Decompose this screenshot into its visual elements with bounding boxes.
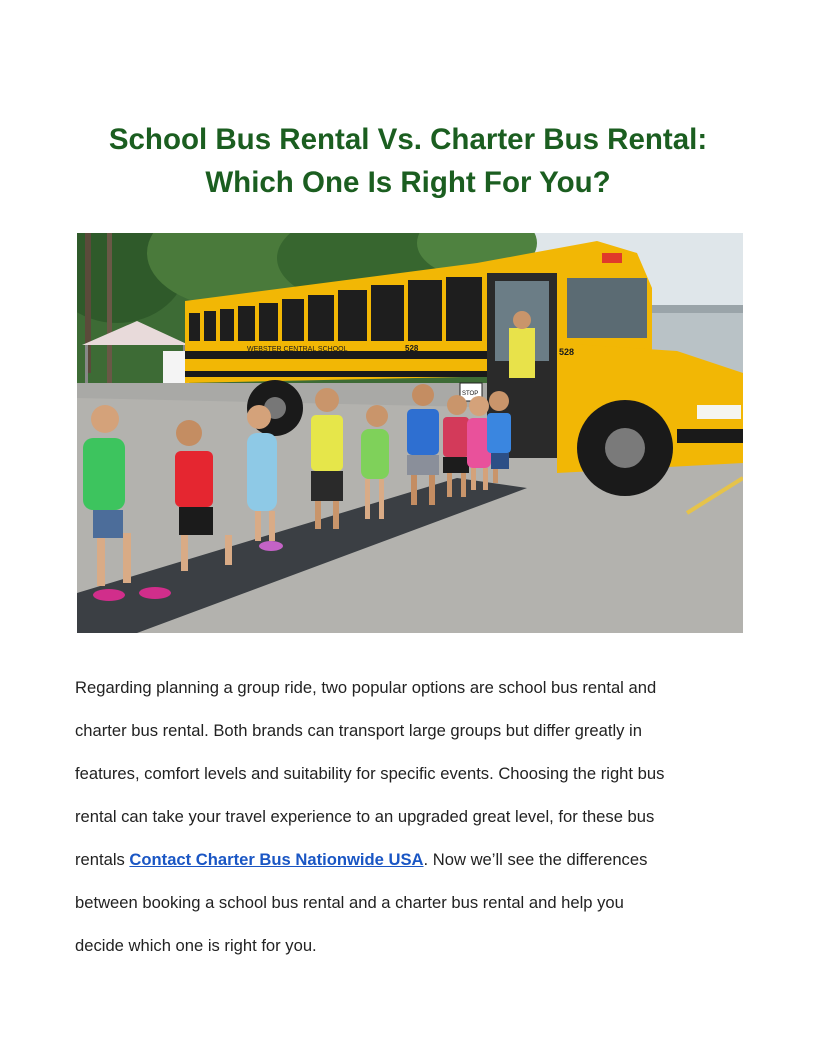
school-bus-photo — [77, 233, 743, 633]
paragraph-line-5 — [75, 838, 755, 881]
paragraph-line-2: charter bus rental. Both brands can transport large groups but differ greatly in — [75, 721, 642, 740]
bus-number-front: 528 — [559, 347, 575, 357]
title-line-1: School Bus Rental Vs. Charter Bus Rental: — [108, 123, 708, 156]
title-line-2: Which One Is Right For You? — [205, 166, 611, 199]
article-title — [60, 118, 756, 204]
paragraph-line-7: decide which one is right for you. — [75, 936, 317, 955]
paragraph-line-1: Regarding planning a group ride, two popular options are school bus rental and — [75, 678, 657, 697]
paragraph-line-6: between booking a school bus rental and a charter bus rental and help you — [75, 893, 624, 912]
article-paragraph — [75, 666, 755, 967]
bus-stop-sign: STOP — [462, 391, 479, 397]
paragraph-line-3: features, comfort levels and suitability for specific events. Choosing the right bus — [75, 764, 665, 783]
paragraph-line-4: rental can take your travel experience to an upgraded great level, for these bus — [75, 807, 655, 826]
paragraph-line-5-lead: rentals — [75, 850, 130, 869]
charter-bus-link[interactable]: Contact Charter Bus Nationwide USA — [129, 850, 424, 869]
paragraph-line-5-tail: . Now we’ll see the differences — [423, 850, 648, 869]
bus-number: 528 — [405, 344, 419, 353]
bus-lettering: WEBSTER CENTRAL SCHOOL — [247, 346, 348, 353]
